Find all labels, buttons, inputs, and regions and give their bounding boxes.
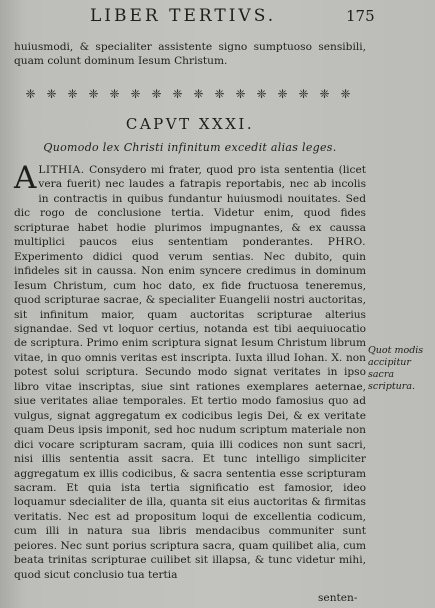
margin-note: Quot modis accipitur sacra scriptura. — [368, 345, 424, 392]
ornament-glyph: ❈ — [172, 88, 183, 100]
ornament-glyph: ❈ — [193, 88, 204, 100]
ornament-glyph: ❈ — [214, 88, 225, 100]
ornament-glyph: ❈ — [340, 88, 351, 100]
main-text-part-1: Consydero mi frater, quod pro ista sententia (licet vera fuerit) nec laudes a fatrapis reportabis, nec ab incolis in contractis in quibus fundantur huiusmodi nouitates. Sed dic rogo de conclusione tertia. Videtur enim, quod fides scripturae habet hodie plurimos impugnantes, & ex caussa multiplici paucos eius sententiam ponderantes. — [14, 164, 366, 249]
continued-paragraph — [14, 40, 366, 69]
running-title: LIBER TERTIVS. — [90, 6, 277, 26]
catchword: senten- — [318, 592, 358, 604]
chapter-heading: CAPVT XXXI. — [125, 115, 255, 133]
ornament-glyph: ❈ — [109, 88, 120, 100]
ornament-glyph: ❈ — [46, 88, 57, 100]
main-text-part-2: Experimento didici quod verum sentias. Nec dubito, quin infideles sit in caussa. Non enim syncere credimus in dominum Iesum Christum, cum hoc dato, ex fide fructuosa teneremus, quod scripturae sacrae, & specialiter Euangelii nostri auctoritas, sit infinitum maior, quam auctoritas scripturae alterius signandae. Sed vt loquor certius, notanda est tibi aequiuocatio de scriptura. Primo enim scriptura signat Iesum Christum librum vitae, in quo omnis veritas est inscripta. Iuxta illud Iohan. X. non potest solui scriptura. Secundo modo signat veritates in ipso libro vitae inscriptas, siue sint rationes exemplares aeternae, siue veritates aliae temporales. Et tertio modo famosius quo ad vulgus, signat aggregatum ex codicibus legis Dei, & ex veritate quam Deus ipsis imponit, sed hoc nudum scriptum materiale non dici vocare scripturam sacram, quia illi codices non sunt sacri, nisi illis sententia assit sacra. Et tunc intelligo simpliciter aggregatum ex illis codicibus, & sacra sententia esse scripturam sacram. Et quia ista tertia significatio est famosior, ideo loquamur sdecialiter de illa, quanta sit eius auctoritas & firmitas veritatis. Nec est ad propositum loqui de excellentia codicum, cum illi in natura sua libris mendacibus communiter sunt peiores. Nec sunt porius scriptura sacra, quam quilibet alia, cum beata trinitas scripturae cuilibet sit illapsa, & tunc videtur mihi, quod sicut conclusio tua tertia — [14, 250, 366, 581]
ornament-glyph: ❈ — [151, 88, 162, 100]
ornament-glyph: ❈ — [67, 88, 78, 100]
ornament-band — [20, 88, 356, 100]
ornament-glyph: ❈ — [277, 88, 288, 100]
chapter-subtitle: Quomodo lex Christi infinitum excedit alias leges. — [43, 141, 337, 154]
speaker-phronesis: PHRO. — [327, 236, 366, 249]
ornament-glyph: ❈ — [25, 88, 36, 100]
ornament-glyph: ❈ — [319, 88, 330, 100]
ornament-glyph: ❈ — [88, 88, 99, 100]
ornament-glyph: ❈ — [235, 88, 246, 100]
speaker-alithia: LITHIA. — [38, 164, 85, 176]
continued-paragraph-text: huiusmodi, & specialiter assistente signo sumptuoso sensibili, quam colunt dominum Iesum Christum. — [14, 41, 366, 68]
main-paragraph — [14, 160, 366, 582]
ornament-glyph: ❈ — [130, 88, 141, 100]
ornament-glyph: ❈ — [298, 88, 309, 100]
running-head — [0, 6, 435, 30]
drop-cap: A — [14, 160, 37, 196]
ornament-glyph: ❈ — [256, 88, 267, 100]
page-number: 175 — [346, 7, 375, 25]
